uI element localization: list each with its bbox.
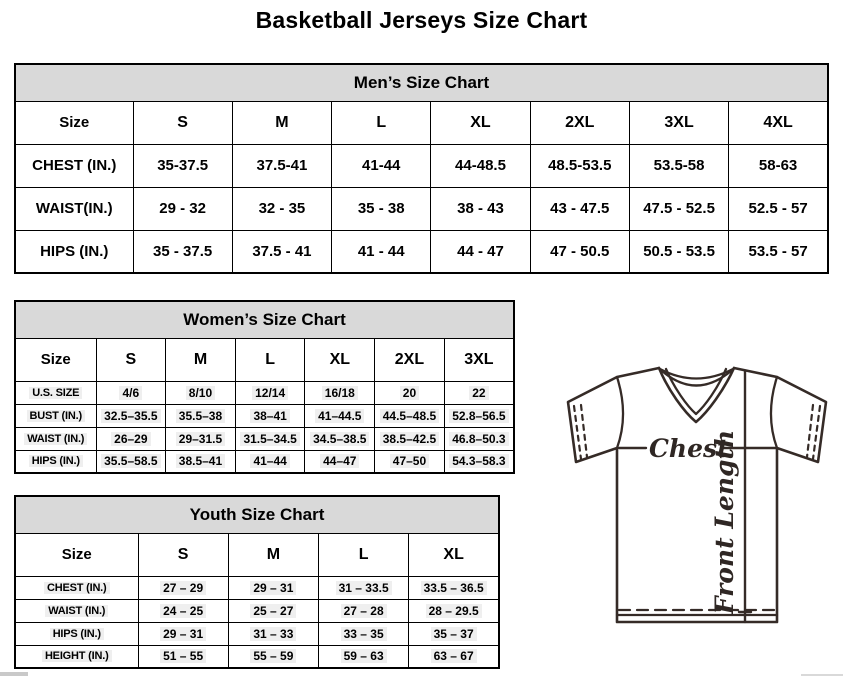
cell xyxy=(96,427,166,450)
cell: 38 - 43 xyxy=(431,187,530,230)
cell: 41-44 xyxy=(332,144,431,187)
cell xyxy=(375,427,445,450)
cell-text: 26–29 xyxy=(111,432,150,446)
column-header: L xyxy=(319,533,409,576)
cell-text: 35.5–38 xyxy=(176,409,225,423)
cell-text: U.S. SIZE xyxy=(29,387,82,399)
cell xyxy=(444,381,514,404)
column-header: M xyxy=(232,101,331,144)
cell xyxy=(444,427,514,450)
womens-chart-title: Women’s Size Chart xyxy=(15,301,514,338)
cell xyxy=(138,576,228,599)
cell xyxy=(228,645,318,668)
cell: 41 - 44 xyxy=(332,230,431,273)
cell-text: 38–41 xyxy=(250,409,289,423)
table-row xyxy=(15,645,499,668)
cell xyxy=(305,427,375,450)
cell-text: 29 – 31 xyxy=(160,627,206,641)
row-label xyxy=(15,622,138,645)
cell-text: 33 – 35 xyxy=(341,627,387,641)
cell-text: 47–50 xyxy=(390,454,429,468)
cuff-stitch-right-2 xyxy=(807,405,813,457)
cell xyxy=(444,450,514,473)
cell xyxy=(138,645,228,668)
cell xyxy=(319,576,409,599)
cell-text: 27 – 28 xyxy=(341,604,387,618)
table-row xyxy=(15,144,828,187)
column-header: M xyxy=(166,338,236,381)
cell: 52.5 - 57 xyxy=(729,187,828,230)
cell-text: HIPS (IN.) xyxy=(50,628,104,640)
column-header: L xyxy=(332,101,431,144)
cell: 44-48.5 xyxy=(431,144,530,187)
table-row xyxy=(15,381,514,404)
youth-chart-title: Youth Size Chart xyxy=(15,496,499,533)
cell-text: HIPS (IN.) xyxy=(29,455,83,467)
cell xyxy=(409,576,499,599)
cell-text: BUST (IN.) xyxy=(27,410,85,422)
cell xyxy=(228,576,318,599)
cell xyxy=(375,404,445,427)
table-row xyxy=(15,230,828,273)
column-header: 3XL xyxy=(444,338,514,381)
womens-size-chart-table xyxy=(14,300,515,474)
cell xyxy=(96,450,166,473)
cell xyxy=(228,599,318,622)
cell xyxy=(375,450,445,473)
cell xyxy=(166,404,236,427)
table-row xyxy=(15,622,499,645)
cell xyxy=(138,622,228,645)
cell: 43 - 47.5 xyxy=(530,187,629,230)
cell xyxy=(96,404,166,427)
cuff-stitch-left-2 xyxy=(581,405,587,457)
cell-text: 25 – 27 xyxy=(250,604,296,618)
row-label: WAIST(IN.) xyxy=(15,187,133,230)
cell-text: 35 – 37 xyxy=(431,627,477,641)
cell-text: 31 – 33.5 xyxy=(336,581,392,595)
cell-text: 34.5–38.5 xyxy=(310,432,369,446)
row-label: CHEST (IN.) xyxy=(15,144,133,187)
cell xyxy=(319,599,409,622)
cell-text: 59 – 63 xyxy=(341,649,387,663)
cell xyxy=(444,404,514,427)
front-length-label: Front Length xyxy=(710,429,739,615)
cell-text: 38.5–42.5 xyxy=(380,432,439,446)
cell-text: 46.8–50.3 xyxy=(449,432,508,446)
cell xyxy=(235,404,305,427)
column-header: XL xyxy=(409,533,499,576)
chest-label: Chest xyxy=(649,434,729,463)
cell-text: 35.5–58.5 xyxy=(101,454,160,468)
cell xyxy=(166,450,236,473)
cell xyxy=(235,427,305,450)
cell-text: HEIGHT (IN.) xyxy=(42,650,112,662)
cell-text: 29 – 31 xyxy=(250,581,296,595)
cell-text: 41–44 xyxy=(250,454,289,468)
cell-text: 31 – 33 xyxy=(250,627,296,641)
mens-size-chart-table xyxy=(14,63,829,274)
cell-text: 51 – 55 xyxy=(160,649,206,663)
column-header: 2XL xyxy=(530,101,629,144)
cell xyxy=(319,645,409,668)
cell-text: CHEST (IN.) xyxy=(44,582,110,594)
column-header: XL xyxy=(431,101,530,144)
column-header: XL xyxy=(305,338,375,381)
cell: 48.5-53.5 xyxy=(530,144,629,187)
cell xyxy=(305,404,375,427)
column-header: S xyxy=(96,338,166,381)
table-row xyxy=(15,101,828,144)
cell-text: 32.5–35.5 xyxy=(101,409,160,423)
cell: 37.5-41 xyxy=(232,144,331,187)
cell-text: 4/6 xyxy=(119,386,142,400)
column-header: M xyxy=(228,533,318,576)
cell-text: 8/10 xyxy=(186,386,215,400)
column-header: 3XL xyxy=(629,101,728,144)
cell xyxy=(305,450,375,473)
cell-text: 54.3–58.3 xyxy=(449,454,508,468)
cell: 44 - 47 xyxy=(431,230,530,273)
cell-text: 33.5 – 36.5 xyxy=(421,581,487,595)
cell-text: 44–47 xyxy=(320,454,359,468)
cell-text: 63 – 67 xyxy=(431,649,477,663)
table-row xyxy=(15,64,828,101)
cell-text: 29–31.5 xyxy=(176,432,225,446)
armhole-seam-left xyxy=(617,377,623,448)
cell-text: 22 xyxy=(469,386,488,400)
cell: 35-37.5 xyxy=(133,144,232,187)
row-label xyxy=(15,427,96,450)
cell xyxy=(166,381,236,404)
row-label: HIPS (IN.) xyxy=(15,230,133,273)
table-row xyxy=(15,576,499,599)
cropped-page-fragment-right xyxy=(801,674,843,676)
cell-text: 52.8–56.5 xyxy=(449,409,508,423)
cell xyxy=(228,622,318,645)
table-row xyxy=(15,427,514,450)
cell-text: 20 xyxy=(400,386,419,400)
column-header: 2XL xyxy=(375,338,445,381)
cell: 32 - 35 xyxy=(232,187,331,230)
cell-text: 41–44.5 xyxy=(315,409,364,423)
cell: 50.5 - 53.5 xyxy=(629,230,728,273)
table-row xyxy=(15,338,514,381)
table-row xyxy=(15,187,828,230)
cell: 35 - 37.5 xyxy=(133,230,232,273)
column-header: L xyxy=(235,338,305,381)
row-label xyxy=(15,645,138,668)
cell: 29 - 32 xyxy=(133,187,232,230)
cell xyxy=(96,381,166,404)
cell-text: 24 – 25 xyxy=(160,604,206,618)
column-header-size: Size xyxy=(15,533,138,576)
row-label xyxy=(15,576,138,599)
cell-text: 55 – 59 xyxy=(250,649,296,663)
table-row xyxy=(15,533,499,576)
page-title: Basketball Jerseys Size Chart xyxy=(255,7,588,33)
youth-size-chart-table xyxy=(14,495,500,669)
cell xyxy=(166,427,236,450)
cell xyxy=(235,450,305,473)
cell xyxy=(375,381,445,404)
table-row xyxy=(15,599,499,622)
cell-text: 31.5–34.5 xyxy=(240,432,299,446)
cell: 58-63 xyxy=(729,144,828,187)
table-row xyxy=(15,496,499,533)
cell-text: 12/14 xyxy=(252,386,288,400)
table-row xyxy=(15,450,514,473)
cell-text: WAIST (IN.) xyxy=(24,433,87,445)
cell-text: 38.5–41 xyxy=(176,454,225,468)
column-header-size: Size xyxy=(15,101,133,144)
row-label xyxy=(15,381,96,404)
cell xyxy=(138,599,228,622)
jersey-outline xyxy=(568,368,826,622)
cell-text: 28 – 29.5 xyxy=(426,604,482,618)
cell-text: 44.5–48.5 xyxy=(380,409,439,423)
cell: 47 - 50.5 xyxy=(530,230,629,273)
row-label xyxy=(15,404,96,427)
cell xyxy=(409,645,499,668)
cell xyxy=(409,599,499,622)
table-row xyxy=(15,301,514,338)
armhole-seam-right xyxy=(771,377,777,448)
cell-text: WAIST (IN.) xyxy=(45,605,108,617)
jersey-measurement-diagram xyxy=(556,362,840,638)
cell xyxy=(409,622,499,645)
cell-text: 16/18 xyxy=(322,386,358,400)
cell: 53.5-58 xyxy=(629,144,728,187)
cell: 47.5 - 52.5 xyxy=(629,187,728,230)
cell: 53.5 - 57 xyxy=(729,230,828,273)
column-header-size: Size xyxy=(15,338,96,381)
mens-chart-title: Men’s Size Chart xyxy=(15,64,828,101)
cell: 35 - 38 xyxy=(332,187,431,230)
column-header: S xyxy=(133,101,232,144)
table-row xyxy=(15,404,514,427)
cell xyxy=(319,622,409,645)
column-header: 4XL xyxy=(729,101,828,144)
cell-text: 27 – 29 xyxy=(160,581,206,595)
cell: 37.5 - 41 xyxy=(232,230,331,273)
row-label xyxy=(15,599,138,622)
column-header: S xyxy=(138,533,228,576)
cell xyxy=(235,381,305,404)
cropped-page-fragment-left xyxy=(0,672,28,676)
row-label xyxy=(15,450,96,473)
cell xyxy=(305,381,375,404)
